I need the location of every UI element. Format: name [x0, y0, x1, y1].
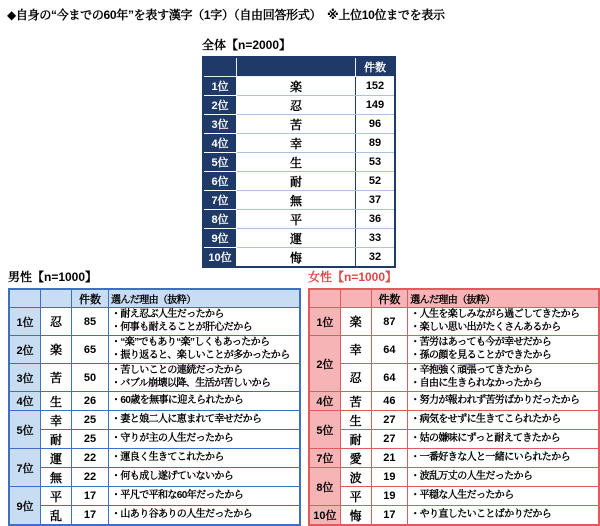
reason-cell: ・何も成し遂げていないから	[109, 468, 301, 487]
female-header-reason: 選んだ理由（抜粋）	[408, 289, 599, 308]
female-header-count: 件数	[371, 289, 408, 308]
kanji-cell: 幸	[41, 411, 72, 430]
kanji-cell: 生	[237, 153, 356, 172]
count-cell: 25	[72, 430, 109, 449]
rank-cell: 10位	[309, 506, 340, 526]
reason-cell: ・苦労はあっても今が幸せだから ・孫の顔を見ることができたから	[408, 336, 599, 364]
kanji-cell: 愛	[340, 449, 371, 468]
count-cell: 26	[72, 392, 109, 411]
rank-cell: 5位	[309, 411, 340, 449]
reason-cell: ・苦しいことの連続だったから ・バブル崩壊以降、生活が苦しいから	[109, 364, 301, 392]
reason-cell: ・一番好きな人と一緒にいられたから	[408, 449, 599, 468]
kanji-cell: 楽	[41, 336, 72, 364]
count-cell: 152	[356, 77, 396, 96]
reason-cell: ・山あり谷ありの人生だったから	[109, 506, 301, 526]
male-header-row	[9, 289, 300, 308]
kanji-cell: 生	[41, 392, 72, 411]
table-row	[309, 308, 599, 336]
overall-label: 全体【n=2000】	[202, 38, 292, 52]
rank-cell: 7位	[309, 449, 340, 468]
table-row	[309, 468, 599, 487]
kanji-cell: 楽	[340, 308, 371, 336]
male-table	[8, 288, 301, 526]
reason-cell: ・やり直したいことばかりだから	[408, 506, 599, 526]
male-label: 男性【n=1000】	[8, 270, 98, 284]
table-row	[203, 248, 395, 268]
male-header-kanji	[41, 289, 72, 308]
kanji-cell: 幸	[340, 336, 371, 364]
table-row	[203, 191, 395, 210]
table-row	[9, 308, 300, 336]
reason-cell: ・平穏な人生だったから	[408, 487, 599, 506]
kanji-cell: 苦	[237, 115, 356, 134]
kanji-cell: 平	[340, 487, 371, 506]
kanji-cell: 悔	[340, 506, 371, 526]
reason-cell: ・辛抱強く頑張ってきたから ・自由に生きられなかったから	[408, 364, 599, 392]
female-section	[308, 268, 600, 526]
count-cell: 17	[72, 487, 109, 506]
female-label: 女性【n=1000】	[308, 270, 398, 284]
count-cell: 149	[356, 96, 396, 115]
reason-cell: ・60歳を無事に迎えられたから	[109, 392, 301, 411]
rank-cell: 7位	[9, 449, 41, 487]
count-cell: 27	[371, 411, 408, 430]
overall-header-kanji	[237, 57, 356, 77]
count-cell: 21	[371, 449, 408, 468]
kanji-cell: 生	[340, 411, 371, 430]
rank-cell: 6位	[203, 172, 237, 191]
count-cell: 89	[356, 134, 396, 153]
overall-header-row	[203, 57, 395, 77]
table-row	[9, 336, 300, 364]
count-cell: 64	[371, 364, 408, 392]
table-row	[9, 392, 300, 411]
count-cell: 22	[72, 468, 109, 487]
count-cell: 96	[356, 115, 396, 134]
rank-cell: 5位	[203, 153, 237, 172]
rank-cell: 2位	[309, 336, 340, 392]
count-cell: 32	[356, 248, 396, 268]
rank-cell: 10位	[203, 248, 237, 268]
table-row	[203, 153, 395, 172]
kanji-cell: 忍	[237, 96, 356, 115]
reason-cell: ・“楽”でもあり“楽”しくもあったから ・振り返ると、楽しいことが多かったから	[109, 336, 301, 364]
reason-cell: ・妻と娘二人に恵まれて幸せだから	[109, 411, 301, 430]
table-row	[203, 115, 395, 134]
reason-cell: ・運良く生きてこれたから	[109, 449, 301, 468]
table-row	[309, 487, 599, 506]
count-cell: 36	[356, 210, 396, 229]
kanji-cell: 悔	[237, 248, 356, 268]
table-row	[9, 468, 300, 487]
overall-table	[202, 56, 396, 268]
table-row	[9, 364, 300, 392]
kanji-cell: 忍	[41, 308, 72, 336]
table-row	[203, 210, 395, 229]
rank-cell: 1位	[9, 308, 41, 336]
count-cell: 33	[356, 229, 396, 248]
table-row	[9, 487, 300, 506]
female-header-rank	[309, 289, 340, 308]
table-row	[9, 430, 300, 449]
kanji-cell: 無	[237, 191, 356, 210]
count-cell: 19	[371, 487, 408, 506]
rank-cell: 4位	[309, 392, 340, 411]
count-cell: 46	[371, 392, 408, 411]
rank-cell: 2位	[9, 336, 41, 364]
reason-cell: ・平凡で平和な60年だったから	[109, 487, 301, 506]
kanji-cell: 忍	[340, 364, 371, 392]
count-cell: 17	[371, 506, 408, 526]
kanji-cell: 幸	[237, 134, 356, 153]
table-row	[203, 229, 395, 248]
kanji-cell: 楽	[237, 77, 356, 96]
kanji-cell: 平	[41, 487, 72, 506]
rank-cell: 5位	[9, 411, 41, 449]
count-cell: 53	[356, 153, 396, 172]
count-cell: 85	[72, 308, 109, 336]
rank-cell: 3位	[9, 364, 41, 392]
female-header-kanji	[340, 289, 371, 308]
rank-cell: 3位	[203, 115, 237, 134]
reason-cell: ・人生を楽しみながら過ごしてきたから ・楽しい思い出がたくさんあるから	[408, 308, 599, 336]
rank-cell: 2位	[203, 96, 237, 115]
table-row	[309, 430, 599, 449]
table-row	[203, 77, 395, 96]
rank-cell: 7位	[203, 191, 237, 210]
kanji-cell: 苦	[340, 392, 371, 411]
male-header-reason: 選んだ理由（抜粋）	[109, 289, 301, 308]
kanji-cell: 波	[340, 468, 371, 487]
rank-cell: 9位	[203, 229, 237, 248]
overall-header-count: 件数	[356, 57, 396, 77]
rank-cell: 9位	[9, 487, 41, 526]
figure-title: ◆自身の“今までの60年”を表す漢字（1字）（自由回答形式） ※上位10位までを表示	[7, 8, 445, 22]
kanji-cell: 運	[41, 449, 72, 468]
rank-cell: 1位	[203, 77, 237, 96]
count-cell: 17	[72, 506, 109, 526]
rank-cell: 8位	[309, 468, 340, 506]
rank-cell: 4位	[9, 392, 41, 411]
male-section	[8, 268, 301, 526]
kanji-cell: 乱	[41, 506, 72, 526]
table-row	[309, 506, 599, 526]
count-cell: 64	[371, 336, 408, 364]
table-row	[309, 411, 599, 430]
table-row	[203, 172, 395, 191]
female-table	[308, 288, 600, 526]
reason-cell: ・波乱万丈の人生だったから	[408, 468, 599, 487]
count-cell: 50	[72, 364, 109, 392]
kanji-cell: 平	[237, 210, 356, 229]
overall-header-rank	[203, 57, 237, 77]
reason-cell: ・努力が報われず苦労ばかりだったから	[408, 392, 599, 411]
table-row	[203, 96, 395, 115]
kanji-cell: 苦	[41, 364, 72, 392]
table-row	[203, 134, 395, 153]
count-cell: 52	[356, 172, 396, 191]
kanji-cell: 無	[41, 468, 72, 487]
rank-cell: 4位	[203, 134, 237, 153]
female-header-row	[309, 289, 599, 308]
table-row	[309, 449, 599, 468]
reason-cell: ・病気をせずに生きてこられたから	[408, 411, 599, 430]
table-row	[9, 449, 300, 468]
reason-cell: ・姑の嫌味にずっと耐えてきたから	[408, 430, 599, 449]
count-cell: 19	[371, 468, 408, 487]
overall-section	[202, 36, 396, 268]
kanji-cell: 耐	[237, 172, 356, 191]
kanji-cell: 耐	[340, 430, 371, 449]
kanji-cell: 耐	[41, 430, 72, 449]
count-cell: 65	[72, 336, 109, 364]
table-row	[309, 392, 599, 411]
count-cell: 27	[371, 430, 408, 449]
reason-cell: ・守りが主の人生だったから	[109, 430, 301, 449]
table-row	[9, 411, 300, 430]
rank-cell: 1位	[309, 308, 340, 336]
reason-cell: ・耐え忍ぶ人生だったから ・何事も耐えることが肝心だから	[109, 308, 301, 336]
count-cell: 22	[72, 449, 109, 468]
male-header-rank	[9, 289, 41, 308]
rank-cell: 8位	[203, 210, 237, 229]
kanji-cell: 運	[237, 229, 356, 248]
male-header-count: 件数	[72, 289, 109, 308]
count-cell: 87	[371, 308, 408, 336]
table-row	[309, 364, 599, 392]
table-row	[9, 506, 300, 526]
count-cell: 25	[72, 411, 109, 430]
table-row	[309, 336, 599, 364]
count-cell: 37	[356, 191, 396, 210]
